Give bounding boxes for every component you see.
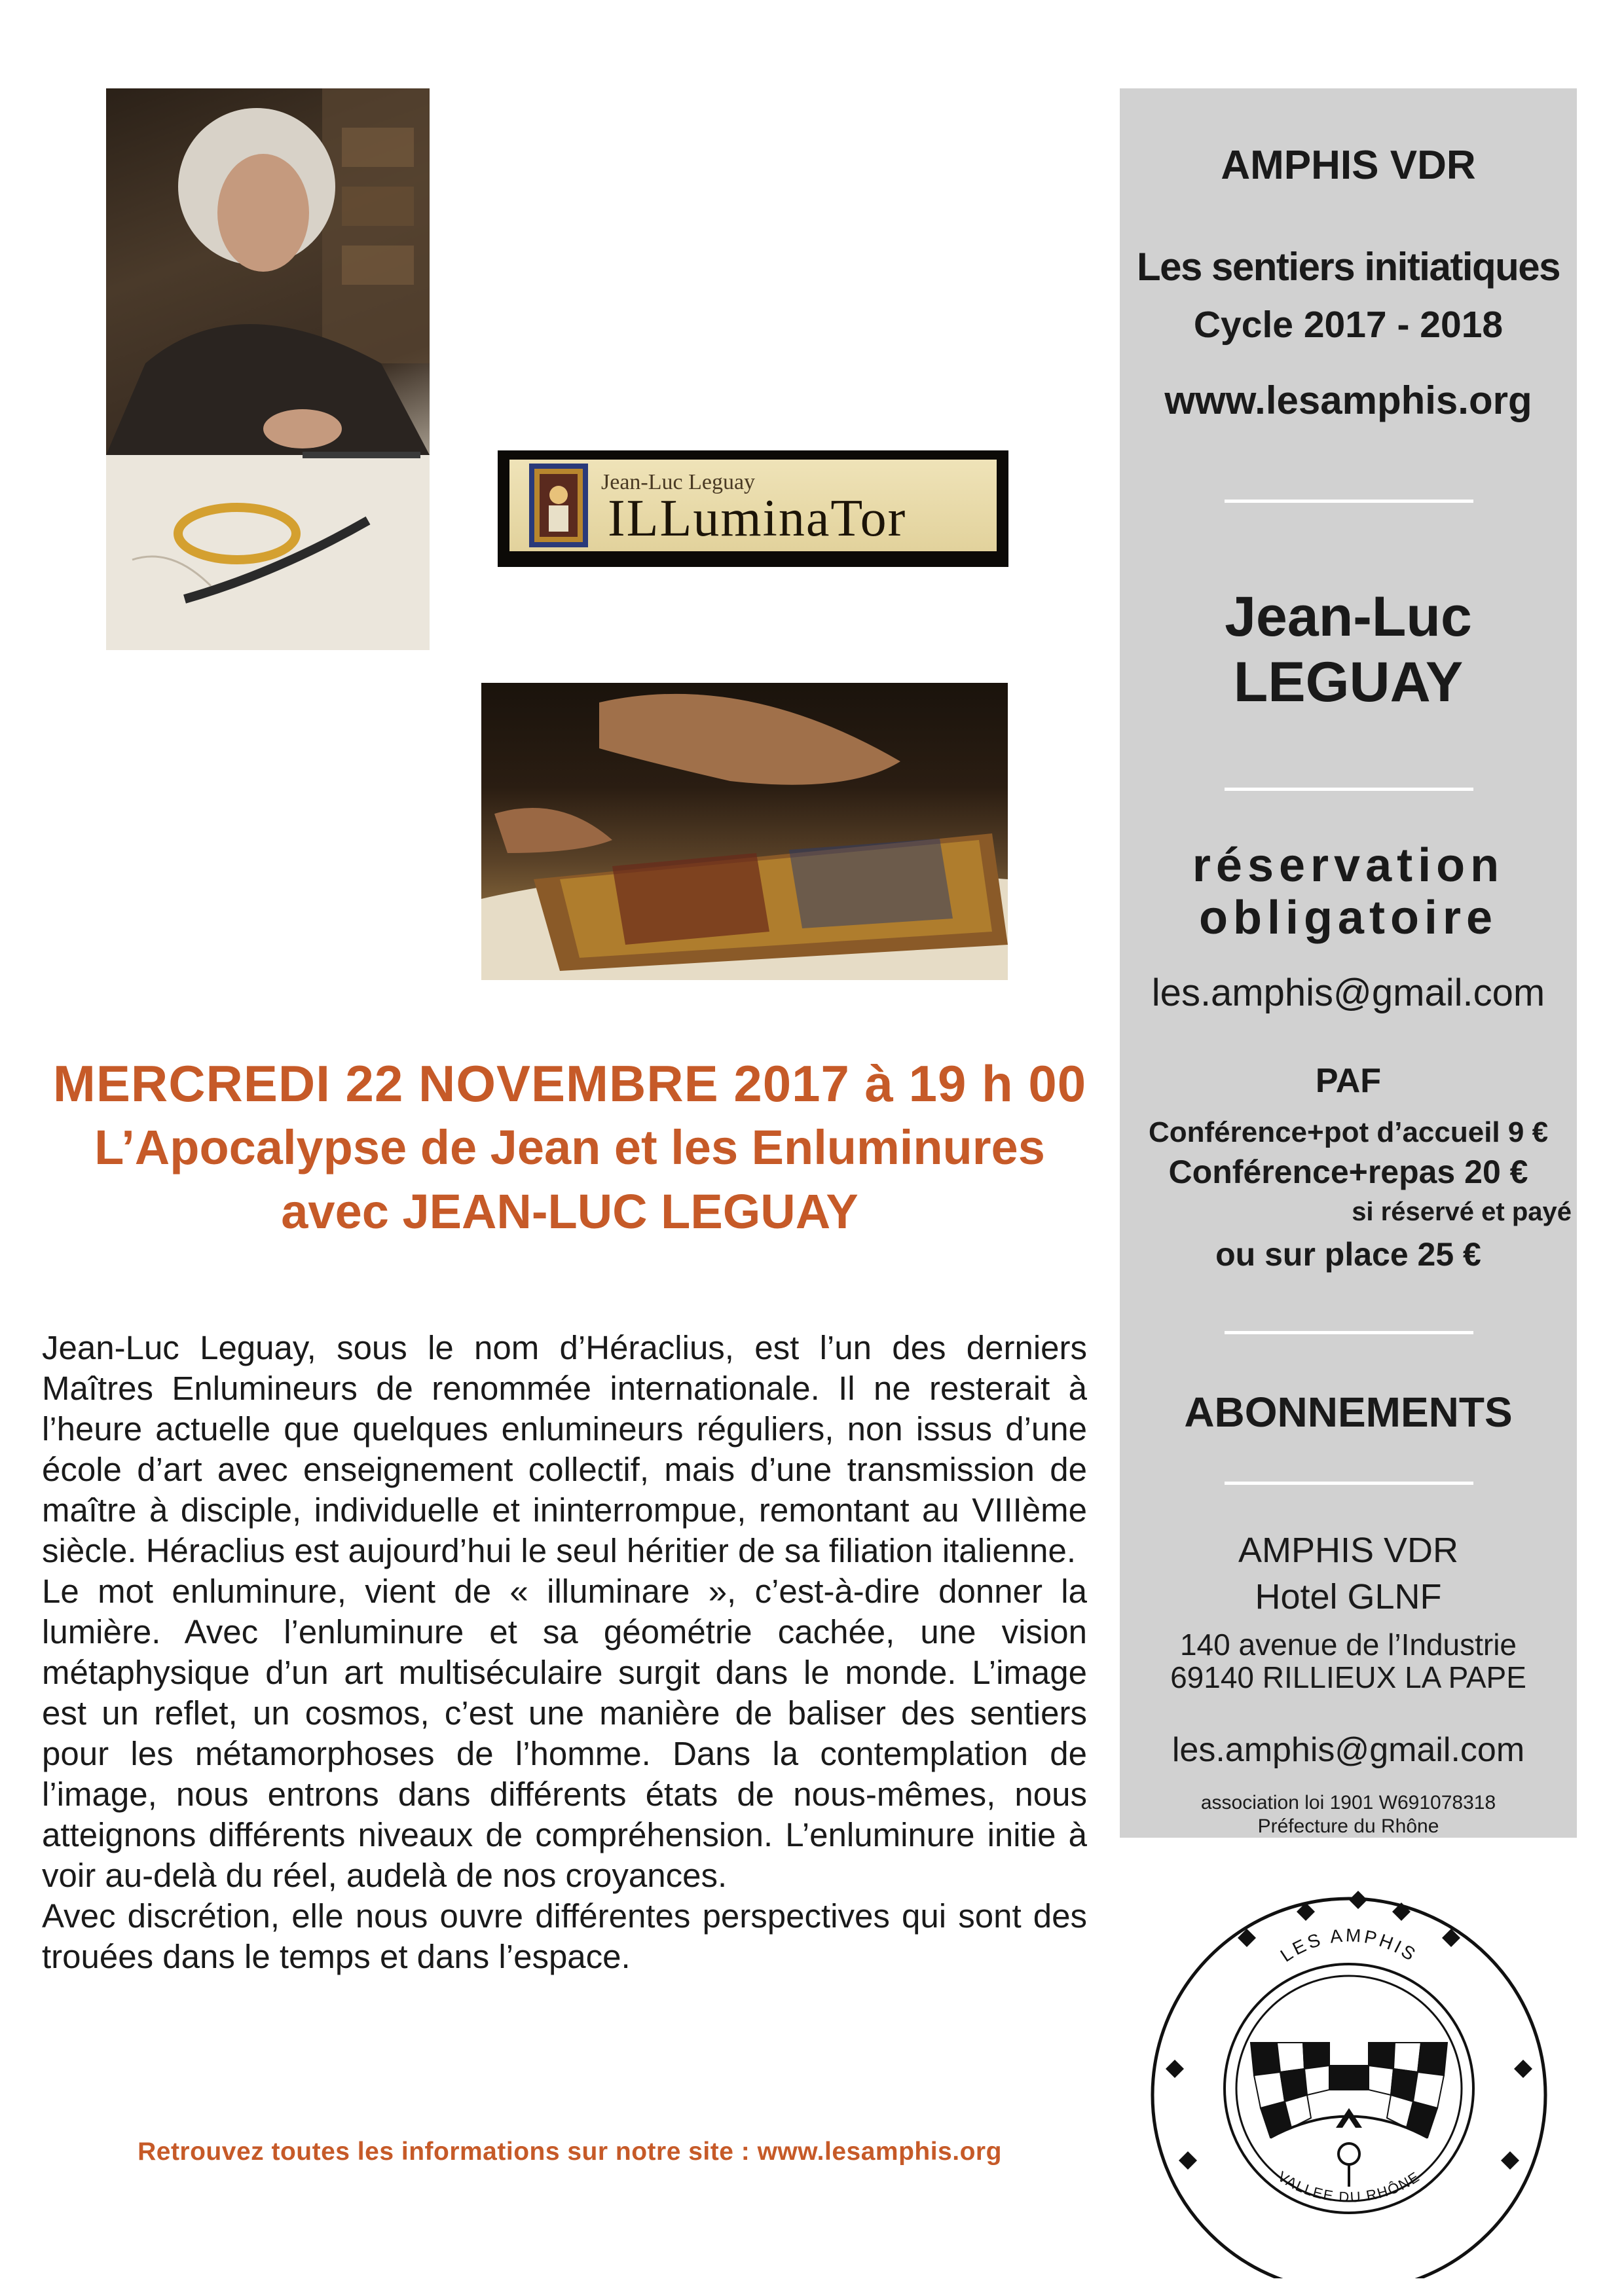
banner-panel <box>509 460 997 551</box>
organization-name: AMPHIS VDR <box>1221 143 1476 188</box>
paf-label: PAF <box>1315 1062 1382 1100</box>
illuminator-banner <box>498 450 1008 567</box>
photo-manuscript-hands <box>481 683 1008 980</box>
logo-emblem <box>1139 1846 1559 2278</box>
divider <box>1225 1331 1473 1334</box>
divider <box>1225 788 1473 791</box>
banner-subtitle: Jean-Luc Leguay <box>601 470 756 494</box>
series-title: Les sentiers initiatiques <box>1136 245 1560 289</box>
contact-email[interactable]: les.amphis@gmail.com <box>1172 1731 1525 1769</box>
description-paragraph-1: Jean-Luc Leguay, sous le nom d’Héraclius, est l’un des derniers Maîtres Enlumineurs de renommée internationale. Il ne resterait à l’heure actuelle que quelques enlumineurs réguliers, non issus d’une école d’art avec enseignement collectif, mais d’une transmission de maître à disciple, individuelle et ininterrompue, remontant au VIIIème siècle. Héraclius est aujourd’hui le seul héritier de sa filiation italienne. <box>42 1329 1087 1569</box>
description-paragraph-3: Avec discrétion, elle nous ouvre différentes perspectives qui sont des trouées dans le temps et dans l’espace. <box>42 1897 1087 1975</box>
reservation-heading-2: obligatoire <box>1198 892 1498 944</box>
svg-text:VALLEE DU RHÔNE: VALLEE DU RHÔNE <box>1274 2168 1424 2206</box>
event-speaker: avec JEAN-LUC LEGUAY <box>281 1184 858 1239</box>
info-sidebar <box>1120 88 1577 1838</box>
description-paragraph-2: Le mot enluminure, vient de « illuminare », c’est-à-dire donner la lumière. Avec l’enluminure et sa géométrie cachée, une vision métaphysique d’un art multiséculaire surgit dans le monde. L’image est un reflet, un cosmos, c’est une manière de baliser des sentiers pour les métamorphoses de l’homme. Dans la contemplation de l’image, nous entrons dans différents états de nous-mêmes, nous atteignons différents niveaux de compréhension. L’enluminure initie à voir au-delà du réel, audelà de nos croyances. <box>42 1573 1087 1894</box>
price-conference-pot: Conférence+pot d’accueil 9 € <box>1148 1116 1549 1148</box>
subscriptions-heading: ABONNEMENTS <box>1184 1389 1513 1436</box>
photo-illuminator-at-work <box>106 88 430 650</box>
svg-text:LES AMPHIS: LES AMPHIS <box>1276 1925 1422 1966</box>
footer-website-note: Retrouvez toutes les informations sur notre site : www.lesamphis.org <box>138 2138 1002 2166</box>
address-city: 69140 RILLIEUX LA PAPE <box>1170 1660 1526 1694</box>
divider <box>1225 500 1473 503</box>
address-organization: AMPHIS VDR <box>1238 1531 1459 1570</box>
photo-illustration-2 <box>481 683 1008 980</box>
price-conference-meal: Conférence+repas 20 € <box>1168 1154 1528 1190</box>
address-street: 140 avenue de l’Industrie <box>1179 1628 1517 1662</box>
event-description <box>42 1328 1087 1977</box>
price-on-site: ou sur place 25 € <box>1215 1236 1481 1273</box>
photo-illustration <box>106 88 430 650</box>
website-link[interactable]: www.lesamphis.org <box>1164 378 1532 422</box>
association-prefecture: Préfecture du Rhône <box>1257 1815 1439 1837</box>
speaker-last-name: LEGUAY <box>1233 651 1464 714</box>
reservation-heading-1: réservation <box>1192 839 1505 892</box>
cycle-label: Cycle 2017 - 2018 <box>1193 304 1504 346</box>
association-registration: association loi 1901 W691078318 <box>1200 1792 1496 1813</box>
address-venue: Hotel GLNF <box>1255 1577 1442 1616</box>
event-title: L’Apocalypse de Jean et les Enluminures <box>94 1120 1045 1175</box>
divider <box>1225 1482 1473 1485</box>
event-date-time: MERCREDI 22 NOVEMBRE 2017 à 19 h 00 <box>52 1055 1087 1112</box>
price-conference-meal-note: si réservé et payé <box>1352 1197 1572 1226</box>
illuminated-icon <box>529 464 588 547</box>
banner-title: ILLuminaTor <box>608 490 907 547</box>
les-amphis-logo <box>1139 1846 1559 2278</box>
reservation-email[interactable]: les.amphis@gmail.com <box>1151 972 1545 1014</box>
speaker-first-name: Jean-Luc <box>1225 585 1472 648</box>
